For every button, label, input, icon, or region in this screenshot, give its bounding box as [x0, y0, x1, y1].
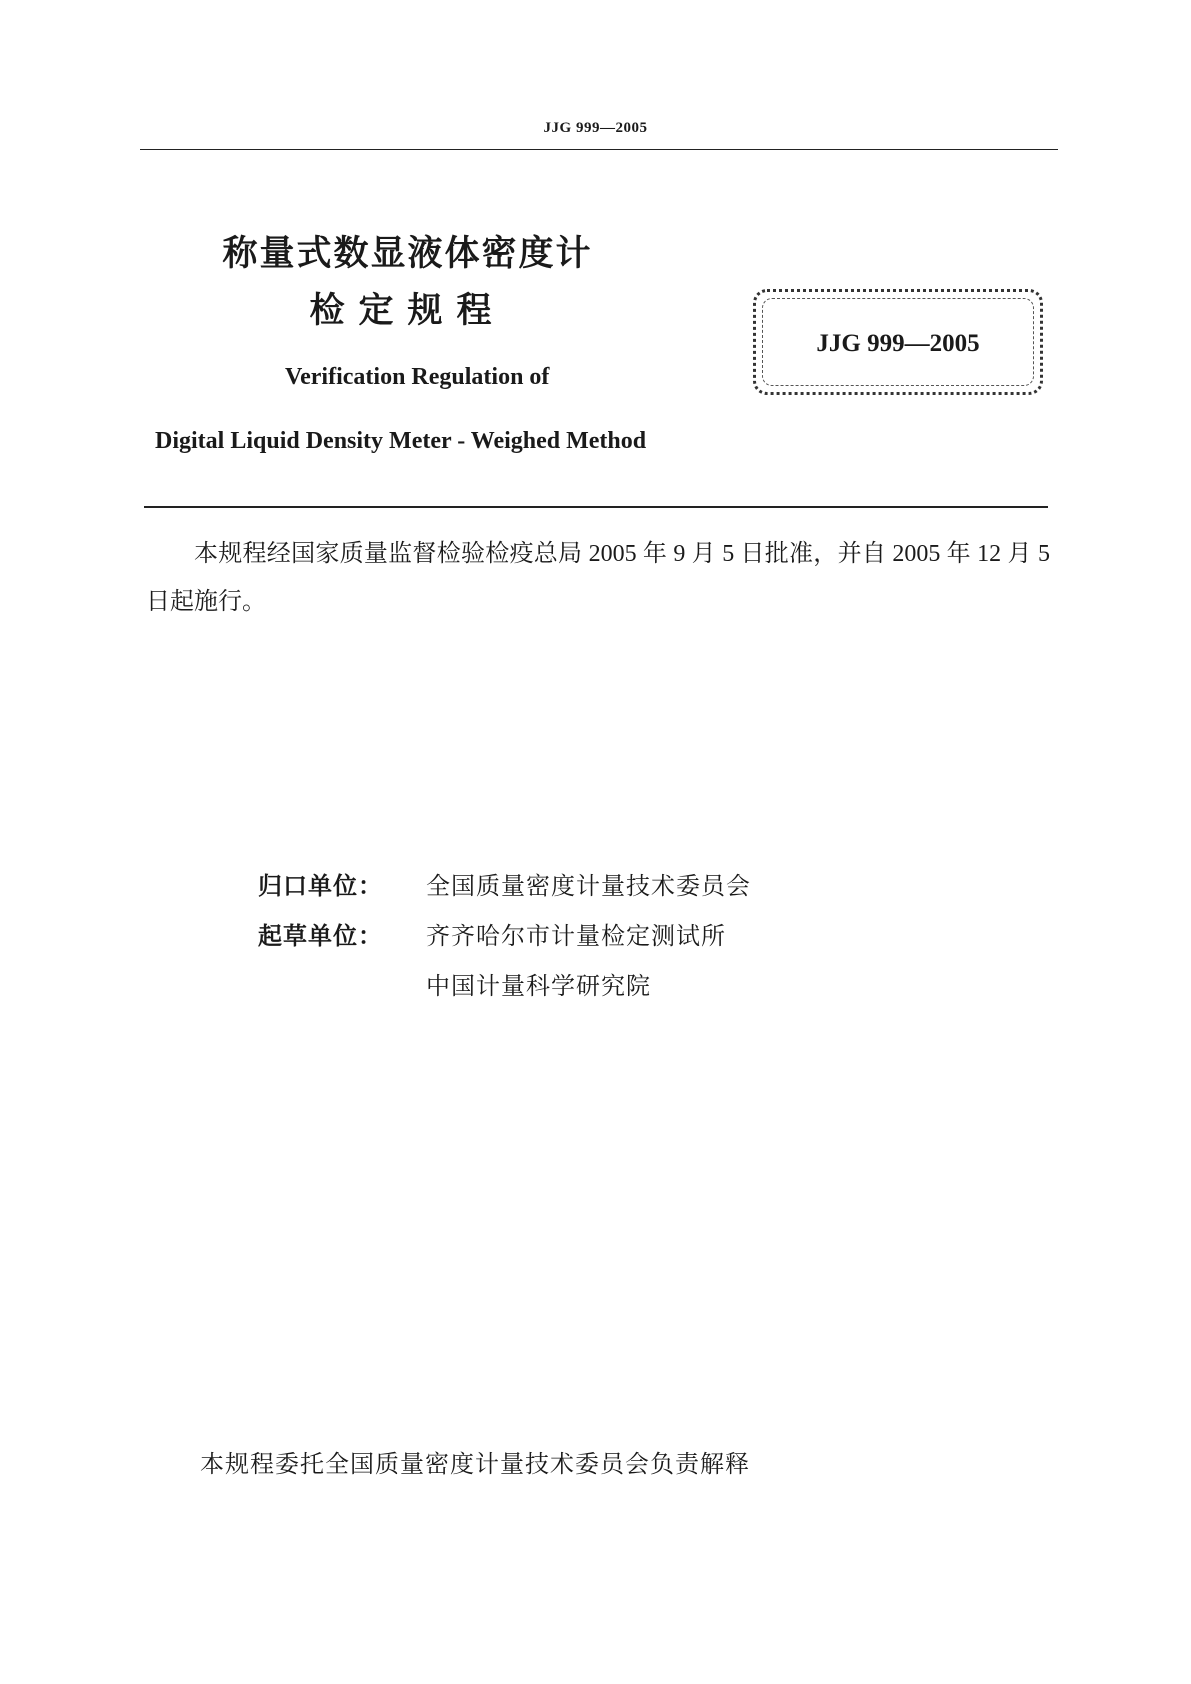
responsible-unit-value: 全国质量密度计量技术委员会 — [426, 874, 751, 900]
title-english-line2: Digital Liquid Density Meter - Weighed Method — [155, 428, 647, 454]
approval-paragraph: 本规程经国家质量监督检验检疫总局 2005 年 9 月 5 日批准，并自 2005 年 12 月 5 日起施行。 — [146, 541, 1050, 615]
interpretation-note: 本规程委托全国质量密度计量技术委员会负责解释 — [200, 1452, 750, 1478]
title-divider — [144, 506, 1048, 508]
header-standard-code: JJG 999—2005 — [543, 120, 648, 136]
drafting-unit-row — [258, 916, 726, 951]
title-chinese-line1: 称量式数显液体密度计 — [222, 234, 593, 274]
drafting-unit-value-2: 中国计量科学研究院 — [426, 974, 651, 1000]
code-box-text: JJG 999—2005 — [816, 330, 980, 357]
header-divider — [140, 149, 1058, 150]
responsible-unit-row — [258, 866, 751, 901]
title-chinese-line2: 检定规程 — [309, 291, 506, 331]
responsible-unit-label: 归口单位： — [258, 872, 383, 900]
drafting-unit-row-2 — [258, 966, 651, 1001]
drafting-unit-label: 起草单位： — [258, 922, 383, 950]
title-english-line1: Verification Regulation of — [285, 364, 550, 390]
drafting-unit-value-1: 齐齐哈尔市计量检定测试所 — [426, 924, 726, 950]
standard-code-box — [753, 289, 1043, 395]
